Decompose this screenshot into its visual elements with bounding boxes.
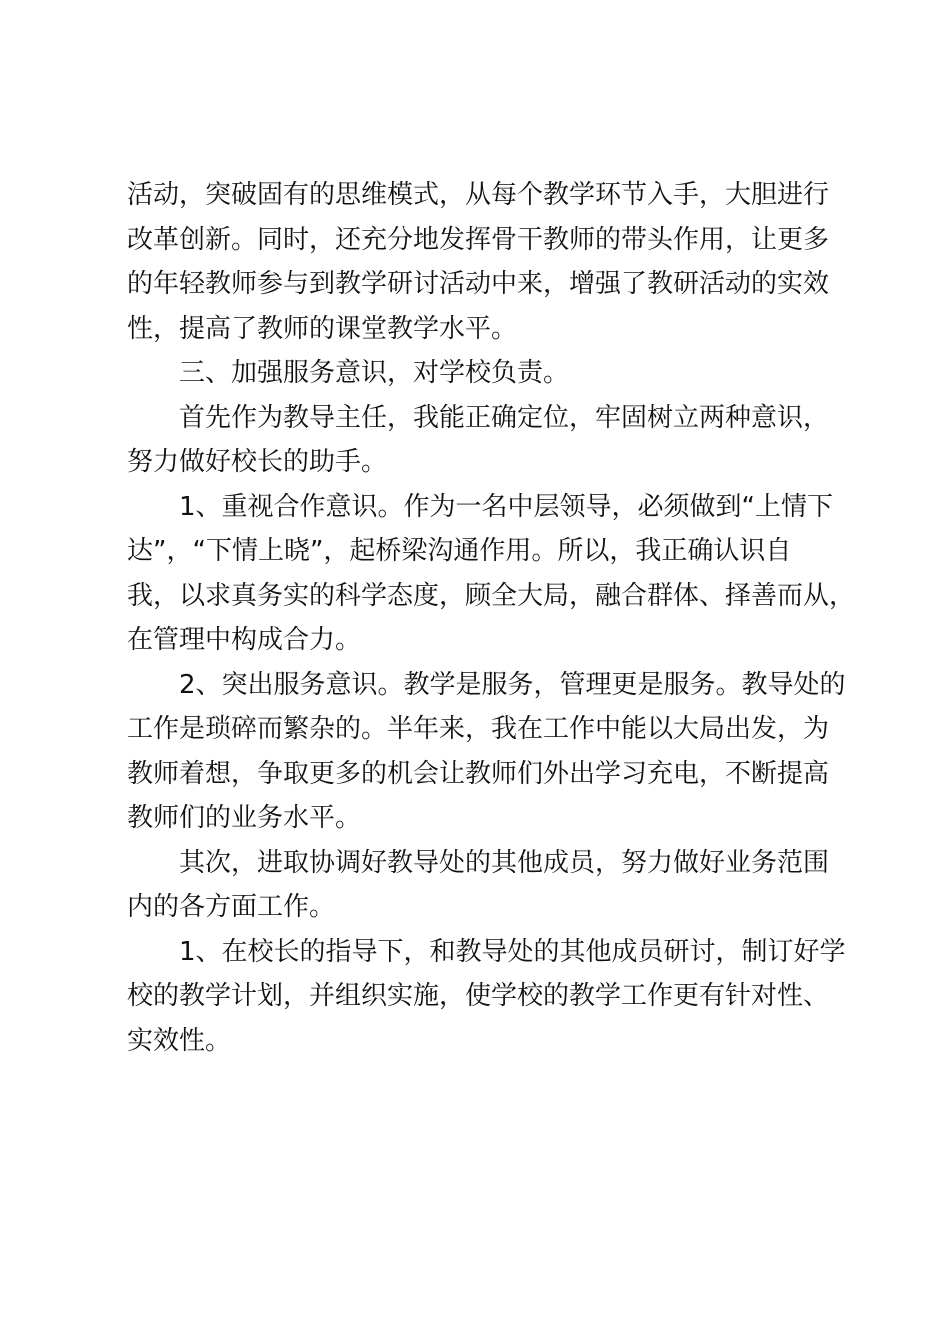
text-line: 性，提高了教师的课堂教学水平。 bbox=[127, 313, 518, 344]
section-heading: 三、加强服务意识，对学校负责。 bbox=[179, 358, 570, 388]
text-line: 的年轻教师参与到教学研讨活动中来，增强了教研活动的实效 bbox=[127, 269, 830, 299]
text-line: 工作是琐碎而繁杂的。半年来，我在工作中能以大局出发，为 bbox=[127, 714, 830, 744]
text-line: 教师着想，争取更多的机会让教师们外出学习充电，不断提高 bbox=[127, 758, 830, 789]
text-line: 改革创新。同时，还充分地发挥骨干教师的带头作用，让更多 bbox=[127, 224, 830, 255]
text-line: 其次，进取协调好教导处的其他成员，努力做好业务范围 bbox=[179, 847, 830, 878]
text-line: 校的教学计划，并组织实施，使学校的教学工作更有针对性、 bbox=[127, 981, 830, 1011]
text-line: 我，以求真务实的科学态度，顾全大局，融合群体、择善而从， bbox=[127, 580, 856, 611]
text-line: 实效性。 bbox=[127, 1025, 232, 1056]
text-line: 1、在校长的指导下，和教导处的其他成员研讨，制订好学 bbox=[179, 936, 846, 967]
text-line: 努力做好校长的助手。 bbox=[127, 447, 388, 477]
text-line: 教师们的业务水平。 bbox=[127, 803, 362, 833]
text-line: 达”，“下情上晓”，起桥梁沟通作用。所以，我正确认识自 bbox=[127, 536, 792, 566]
text-line: 1、重视合作意识。作为一名中层领导，必须做到“上情下 bbox=[179, 491, 834, 522]
text-line: 内的各方面工作。 bbox=[127, 892, 336, 922]
text-line: 首先作为教导主任，我能正确定位，牢固树立两种意识， bbox=[179, 402, 830, 433]
document-body bbox=[127, 173, 856, 1063]
text-line: 活动，突破固有的思维模式，从每个教学环节入手，大胆进行 bbox=[127, 180, 830, 210]
text-line: 在管理中构成合力。 bbox=[127, 625, 362, 655]
text-line: 2、突出服务意识。教学是服务，管理更是服务。教导处的 bbox=[179, 669, 846, 700]
